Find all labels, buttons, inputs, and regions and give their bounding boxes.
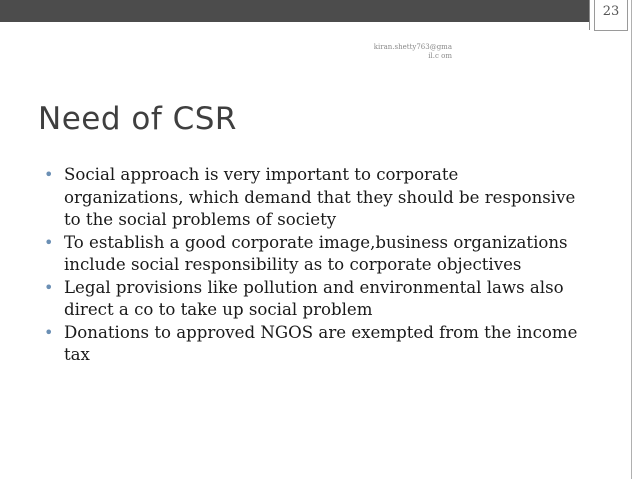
bullet-item <box>42 322 582 367</box>
bullet-text: Legal provisions like pollution and environmental laws also direct a co to take up social problem <box>64 277 564 319</box>
page-number-tab <box>594 0 628 31</box>
bullet-point-icon: • <box>44 277 54 297</box>
bullet-point-icon: • <box>44 322 54 342</box>
header-bar <box>0 0 589 22</box>
slide-title: Need of CSR <box>38 101 237 137</box>
bullet-item <box>42 164 582 232</box>
right-border-line <box>631 0 632 479</box>
bullet-list <box>42 164 582 367</box>
bullet-text: Social approach is very important to corporate organizations, which demand that they should be responsive to the social problems of society <box>64 165 576 229</box>
bullet-text: Donations to approved NGOS are exempted from the income tax <box>64 322 578 364</box>
bullet-text: To establish a good corporate image,business organizations include social responsibility as to corporate objectives <box>64 232 568 274</box>
header-divider-line <box>589 0 590 30</box>
bullet-point-icon: • <box>44 165 54 184</box>
bullet-item <box>42 277 582 322</box>
bullet-item <box>42 232 582 277</box>
author-email: kiran.shetty763@gmail.c om <box>373 43 452 60</box>
page-number: 23 <box>602 4 620 19</box>
bullet-point-icon: • <box>44 232 54 252</box>
